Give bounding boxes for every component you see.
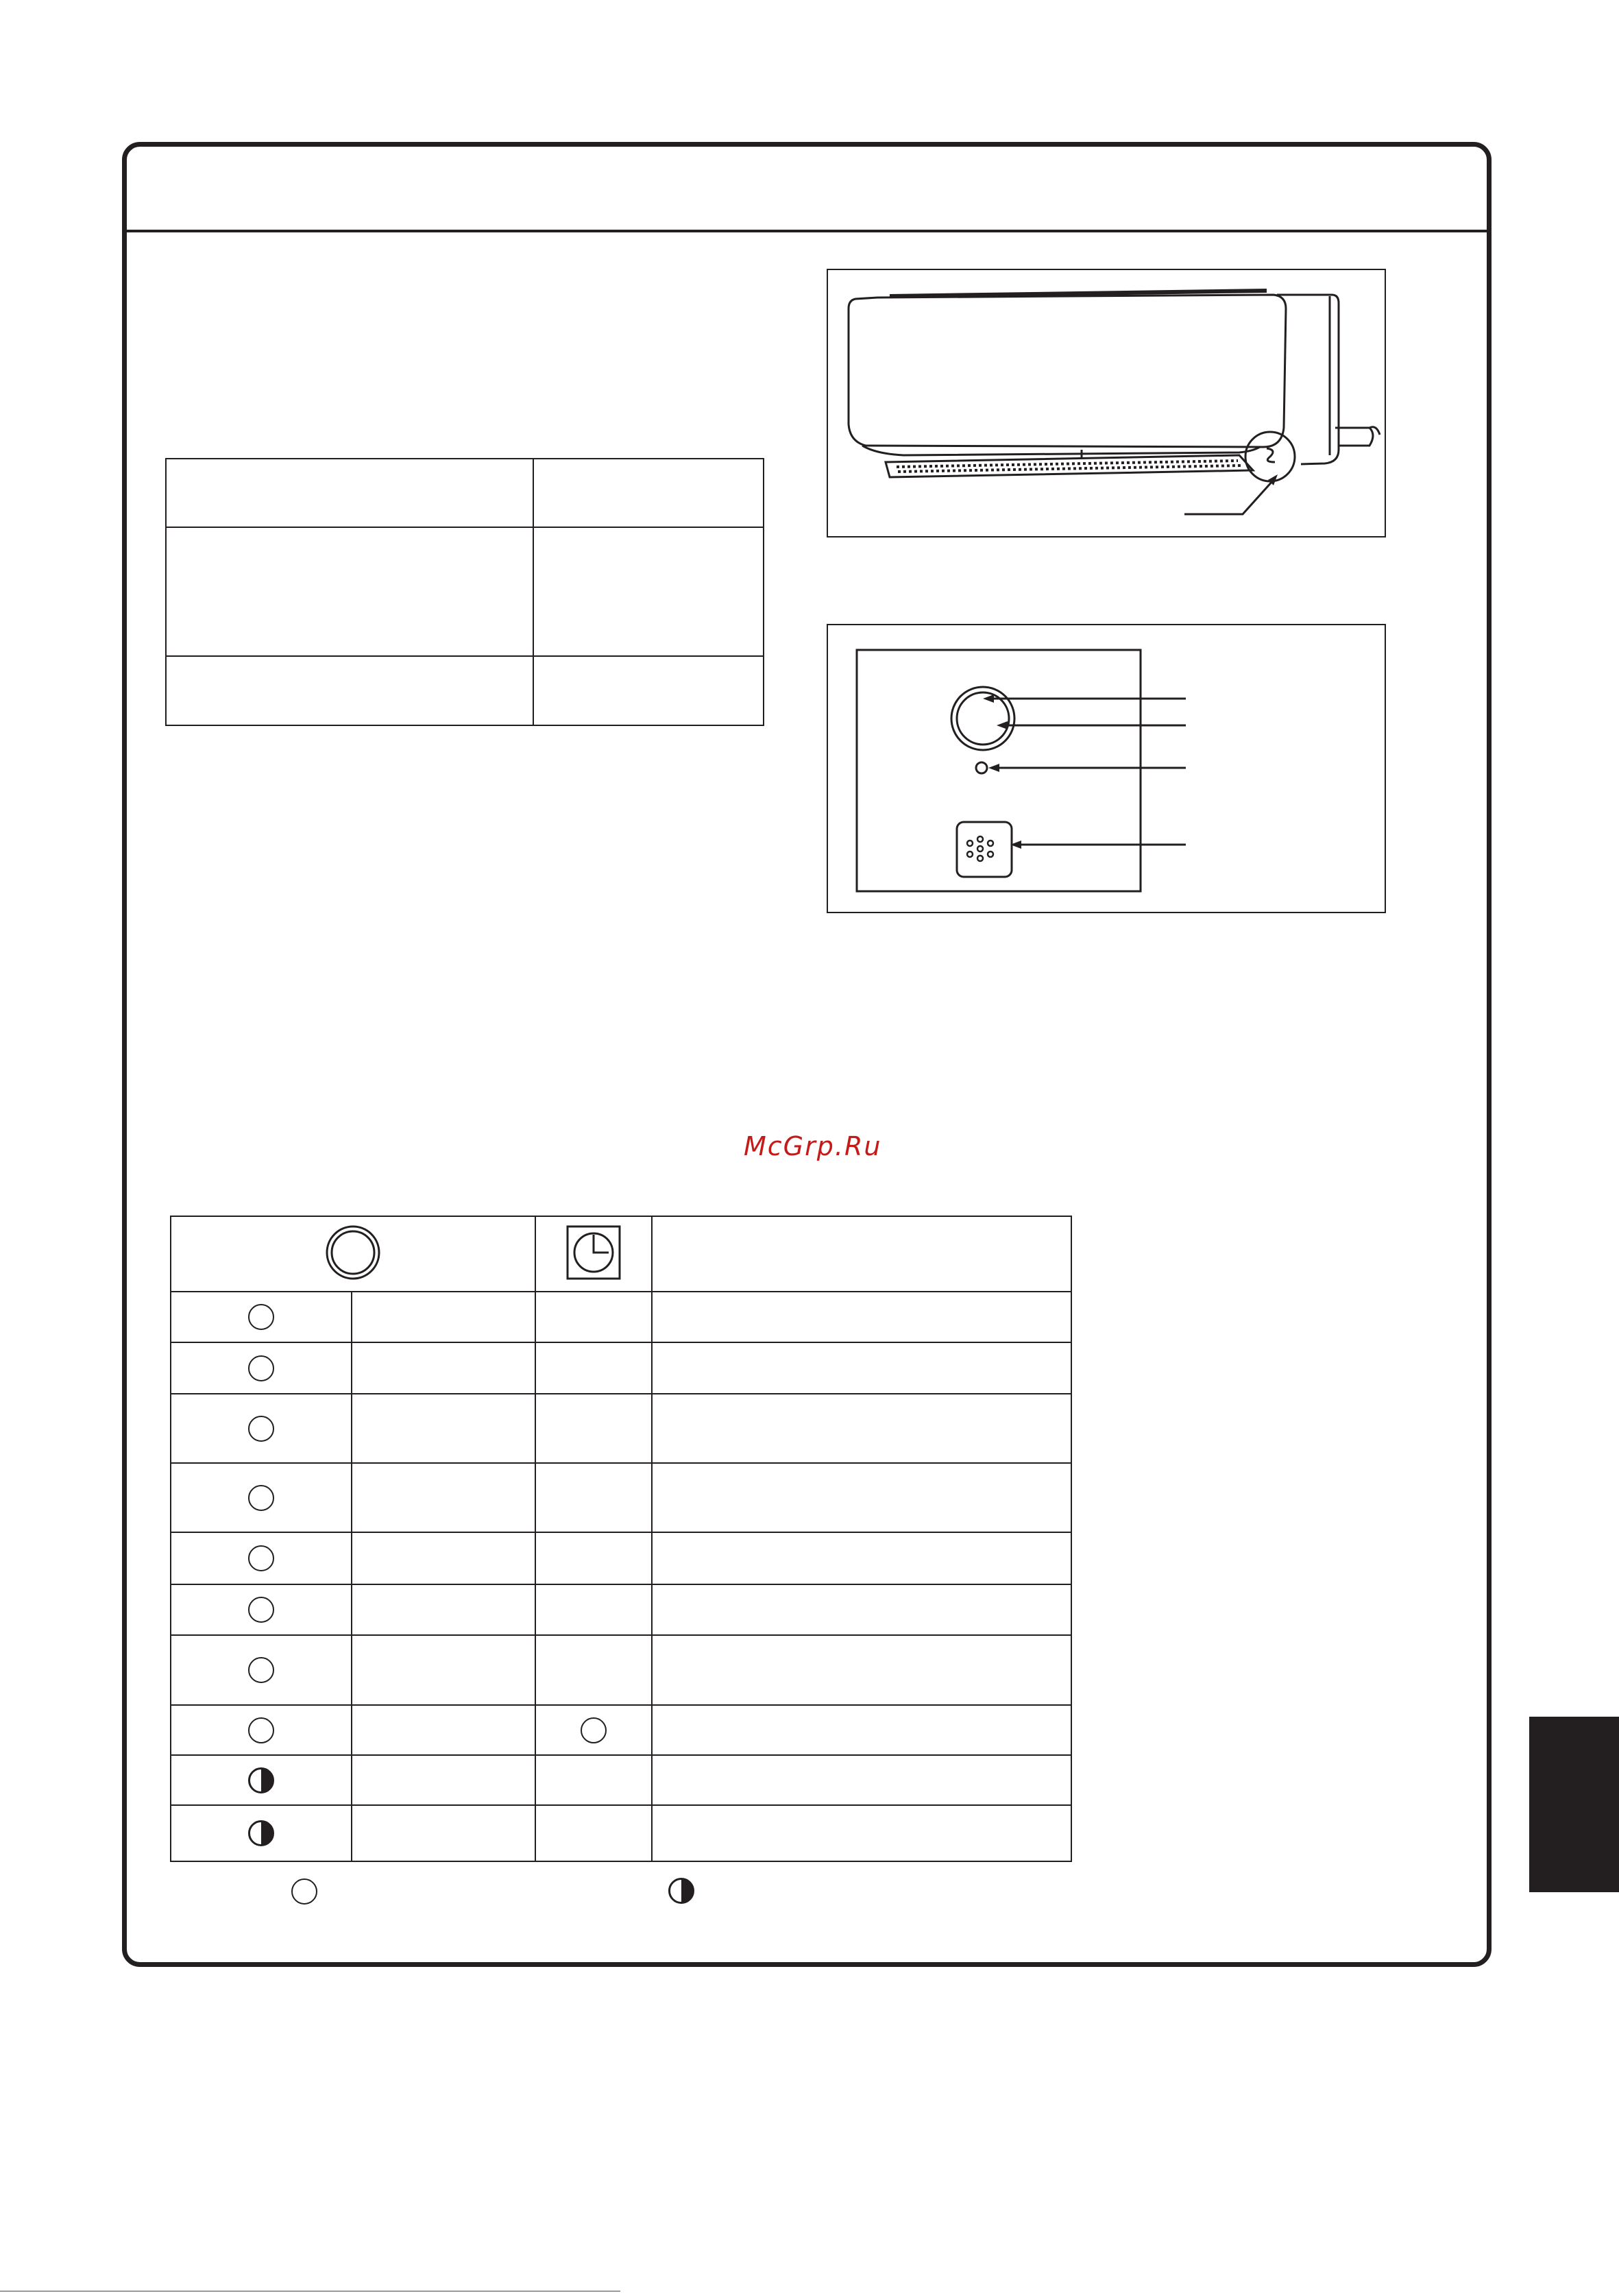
spec-table-cell — [166, 527, 533, 656]
off-indicator-icon — [248, 1416, 274, 1442]
table-cell — [652, 1394, 1071, 1463]
table-cell — [535, 1463, 652, 1532]
blinking-indicator-icon — [248, 1820, 274, 1846]
table-cell — [535, 1805, 652, 1861]
indicator-status-table — [170, 1216, 1072, 1862]
table-cell — [652, 1805, 1071, 1861]
table-row — [171, 1635, 1071, 1705]
spec-table-cell — [533, 527, 764, 656]
off-indicator-icon — [248, 1485, 274, 1511]
indicator-cell — [171, 1342, 352, 1394]
indoor-unit-illustration — [828, 270, 1385, 536]
off-indicator-icon — [248, 1545, 274, 1571]
table-row — [171, 1584, 1071, 1635]
display-panel-figure — [827, 624, 1386, 913]
table-cell — [535, 1292, 652, 1342]
indoor-unit-figure — [827, 269, 1386, 537]
table-row — [171, 1292, 1071, 1342]
header-rule — [122, 230, 1492, 232]
footer-rule — [0, 2291, 620, 2292]
indicator-cell — [171, 1532, 352, 1584]
run-indicator-icon — [324, 1224, 382, 1281]
table-row — [171, 1705, 1071, 1755]
table-row — [171, 1755, 1071, 1805]
off-indicator-icon — [248, 1657, 274, 1683]
table-row — [171, 1342, 1071, 1394]
blinking-indicator-icon — [248, 1767, 274, 1793]
indicator-cell — [171, 1705, 352, 1755]
off-indicator-icon — [248, 1355, 274, 1381]
table-row — [171, 1394, 1071, 1463]
indicator-cell — [171, 1635, 352, 1705]
table-cell — [352, 1292, 535, 1342]
table-cell — [652, 1532, 1071, 1584]
table-cell — [352, 1532, 535, 1584]
table-cell — [535, 1584, 652, 1635]
table-cell — [652, 1635, 1071, 1705]
table-cell — [352, 1805, 535, 1861]
spec-table — [165, 458, 764, 726]
spec-table-cell — [166, 459, 533, 527]
table-cell — [535, 1342, 652, 1394]
table-row — [171, 1532, 1071, 1584]
table-cell — [352, 1755, 535, 1805]
header-run-cell — [171, 1216, 535, 1292]
indicator-cell — [171, 1584, 352, 1635]
table-cell — [652, 1342, 1071, 1394]
timer-icon — [566, 1225, 621, 1280]
legend-off-icon — [291, 1878, 317, 1905]
spec-table-cell — [533, 656, 764, 725]
table-cell — [352, 1635, 535, 1705]
section-tab — [1529, 1717, 1619, 1892]
off-indicator-icon — [248, 1717, 274, 1743]
off-indicator-icon — [248, 1304, 274, 1330]
table-cell — [352, 1463, 535, 1532]
table-cell — [352, 1342, 535, 1394]
header-description-cell — [652, 1216, 1071, 1292]
indicator-cell — [171, 1463, 352, 1532]
table-cell — [535, 1755, 652, 1805]
legend-blink-icon — [668, 1878, 694, 1904]
indicator-cell — [171, 1805, 352, 1861]
header-timer-cell — [535, 1216, 652, 1292]
table-cell — [535, 1635, 652, 1705]
table-cell — [535, 1394, 652, 1463]
spec-table-cell — [533, 459, 764, 527]
indicator-cell — [171, 1292, 352, 1342]
table-cell — [652, 1705, 1071, 1755]
timer-state-cell — [535, 1705, 652, 1755]
watermark: McGrp.Ru — [744, 1131, 882, 1161]
indicator-cell — [171, 1755, 352, 1805]
table-cell — [535, 1532, 652, 1584]
table-cell — [652, 1463, 1071, 1532]
table-cell — [652, 1292, 1071, 1342]
table-row — [171, 1463, 1071, 1532]
table-cell — [352, 1705, 535, 1755]
table-cell — [352, 1394, 535, 1463]
table-cell — [652, 1755, 1071, 1805]
table-row — [171, 1805, 1071, 1861]
off-indicator-icon — [581, 1717, 607, 1743]
display-panel-illustration — [828, 625, 1385, 912]
table-cell — [652, 1584, 1071, 1635]
indicator-cell — [171, 1394, 352, 1463]
off-indicator-icon — [248, 1597, 274, 1623]
table-cell — [352, 1584, 535, 1635]
spec-table-cell — [166, 656, 533, 725]
